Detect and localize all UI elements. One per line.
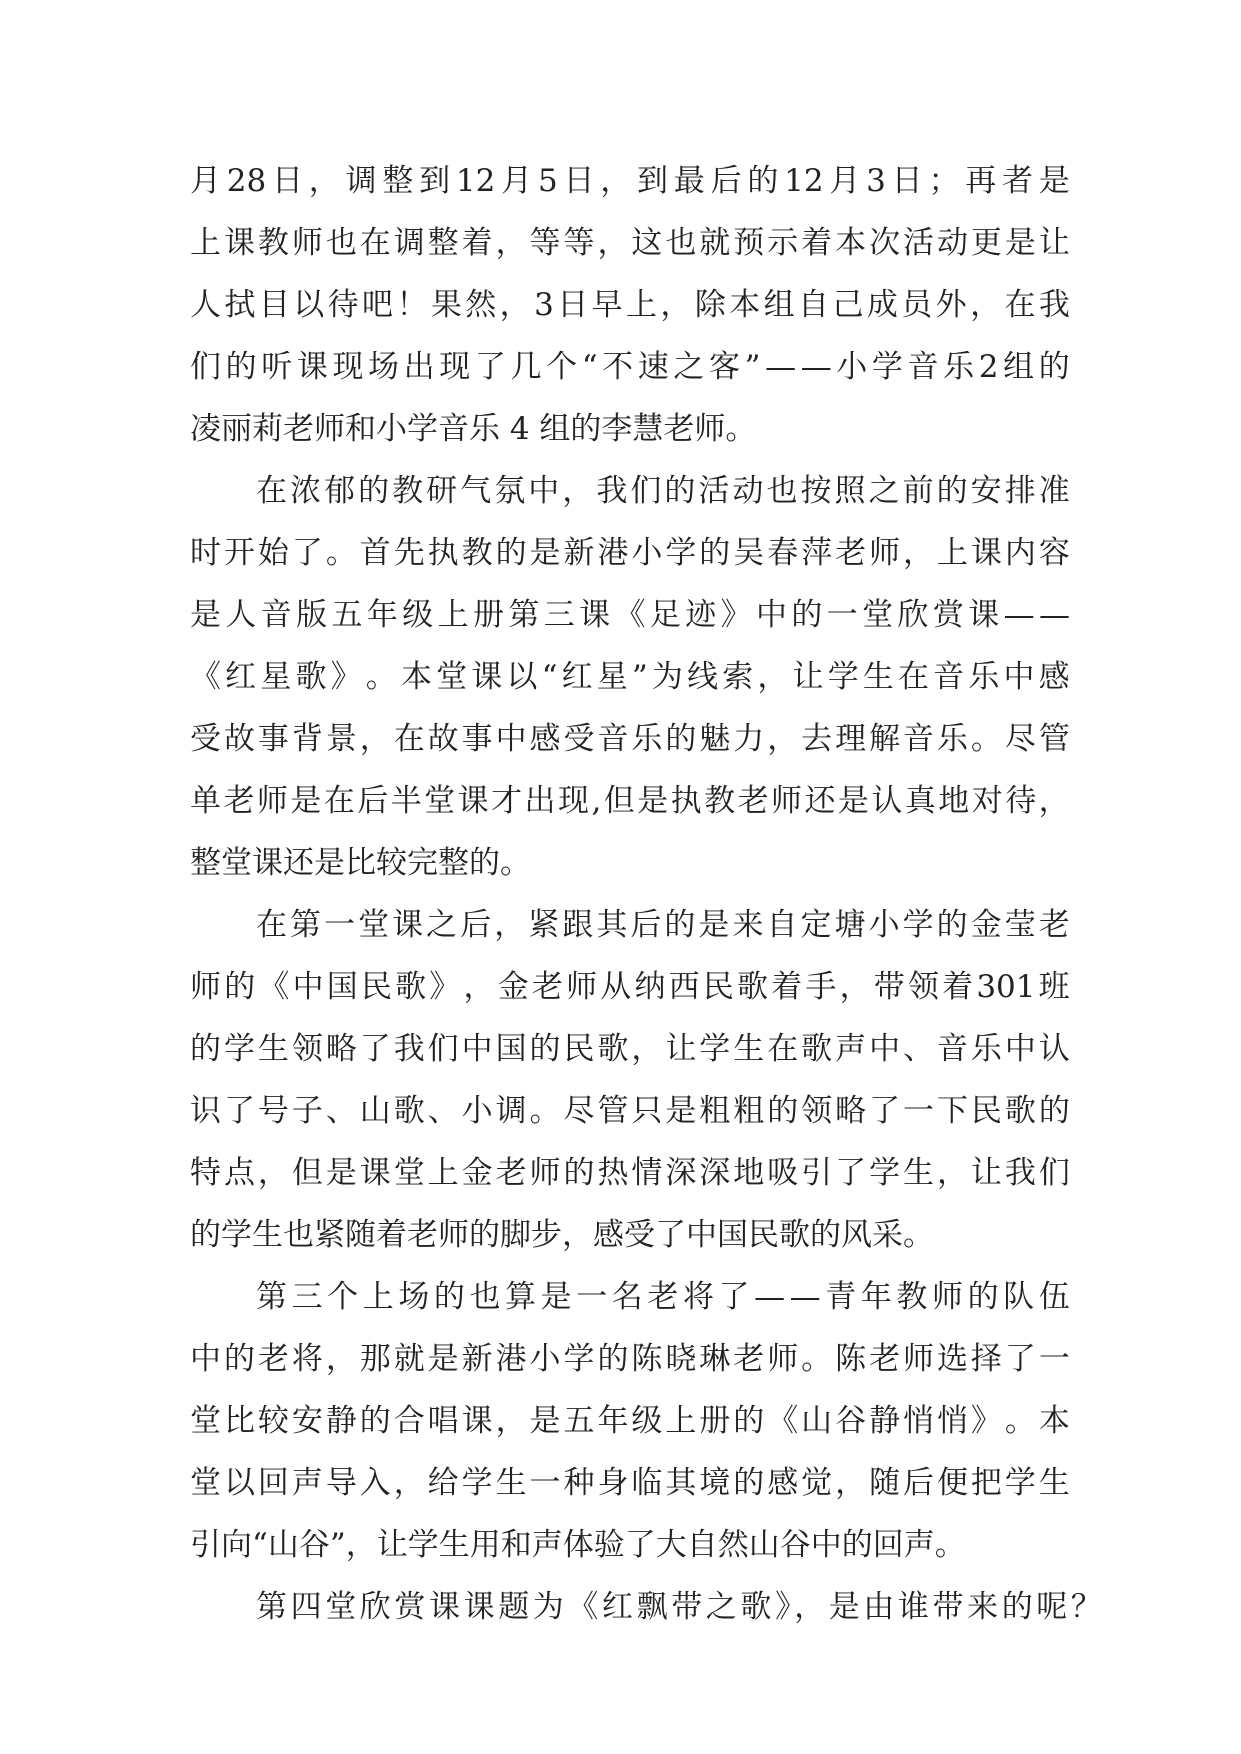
text-line: 受 故 事 背 景 ， 在 故 事 中 感 受 音 乐 的 魅 力 ， 去 理 解 音 乐 。 尽 管 [190,721,1070,757]
text-line: 凌丽莉老师和小学音乐 4 组的李慧老师。 [190,411,757,447]
text-line: 识 了 号 子 、 山 歌 、 小 调 。 尽 管 只 是 粗 粗 的 领 略 了 一 下 民 歌 的 [190,1093,1070,1129]
text-line: 《 红 星 歌 》 。 本 堂 课 以 “ 红 星 ” 为 线 索 ， 让 学 生 在 音 乐 中 感 [190,659,1070,695]
text-line: 上 课 教 师 也 在 调 整 着 ， 等 等 ， 这 也 就 预 示 着 本 次 活 动 更 是 让 [190,225,1070,261]
text-line: 第 三 个 上 场 的 也 算 是 一 名 老 将 了 — — 青 年 教 师 的 队 伍 [256,1279,1070,1315]
text-line: 在 第 一 堂 课 之 后 ， 紧 跟 其 后 的 是 来 自 定 塘 小 学 的 金 莹 老 [256,907,1070,943]
text-line: 堂 以 回 声 导 入 ， 给 学 生 一 种 身 临 其 境 的 感 觉 ， 随 后 便 把 学 生 [190,1465,1070,1501]
text-line: 是 人 音 版 五 年 级 上 册 第 三 课 《 足 迹 》 中 的 一 堂 欣 赏 课 — — [190,597,1070,633]
text-line: 整堂课还是比较完整的。 [190,845,531,881]
text-line: 师 的 《 中 国 民 歌 》 ， 金 老 师 从 纳 西 民 歌 着 手 ， 带 领 着 301 班 [190,969,1070,1005]
text-line: 堂 比 较 安 静 的 合 唱 课 ， 是 五 年 级 上 册 的 《 山 谷 静 悄 悄 》 。 本 [190,1403,1070,1439]
text-line: 时 开 始 了 。 首 先 执 教 的 是 新 港 小 学 的 吴 春 萍 老 师 ， 上 课 内 容 [190,535,1070,571]
text-line: 特 点 ， 但 是 课 堂 上 金 老 师 的 热 情 深 深 地 吸 引 了 学 生 ， 让 我 们 [190,1155,1070,1191]
text-line: 单 老 师 是 在 后 半 堂 课 才 出 现 , 但 是 执 教 老 师 还 是 认 真 地 对 待 ， [190,783,1070,819]
text-line: 们 的 听 课 现 场 出 现 了 几 个 “ 不 速 之 客 ” — — 小 学 音 乐 2 组 的 [190,349,1070,385]
body-text [190,150,1106,1638]
text-line: 中 的 老 将 ， 那 就 是 新 港 小 学 的 陈 晓 琳 老 师 。 陈 老 师 选 择 了 一 [190,1341,1070,1377]
text-line: 人 拭 目 以 待 吧 ！ 果 然 ， 3 日 早 上 ， 除 本 组 自 己 成 员 外 ， 在 我 [190,287,1070,323]
text-line: 的学生也紧随着老师的脚步，感受了中国民歌的风采。 [190,1217,934,1253]
text-line: 引向“山谷”，让学生用和声体验了大自然山谷中的回声。 [190,1527,966,1563]
text-line: 第四堂欣赏课课题为《红飘带之歌》，是由谁带来的呢？ [256,1589,1106,1625]
text-line: 在 浓 郁 的 教 研 气 氛 中 ， 我 们 的 活 动 也 按 照 之 前 的 安 排 准 [256,473,1070,509]
text-line: 的 学 生 领 略 了 我 们 中 国 的 民 歌 ， 让 学 生 在 歌 声 中 、 音 乐 中 认 [190,1031,1070,1067]
text-line: 月 28 日 ， 调 整 到 12 月 5 日 ， 到 最 后 的 12 月 3 日 ； 再 者 是 [190,163,1070,199]
